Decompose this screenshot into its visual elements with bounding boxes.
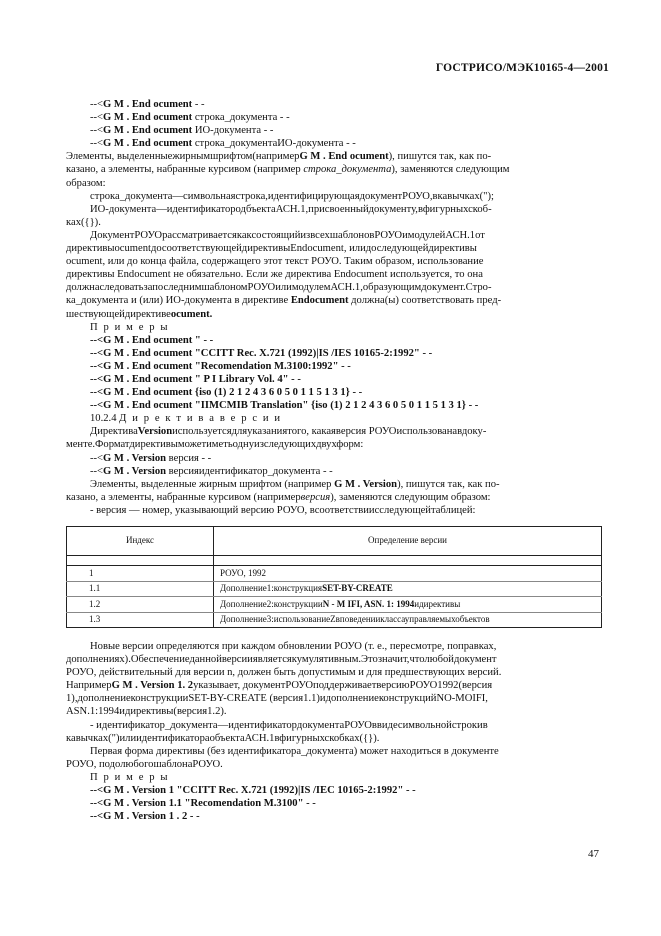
paragraph-line: 1),дополнениеконструкцииSET-BY-CREATE (версия1.1)идополнениеконструкцийNO-MOIFI, (66, 693, 488, 705)
table-row (67, 612, 602, 628)
example-line: --<G M . Version 1 . 2 - - (90, 811, 200, 823)
table-row (67, 566, 602, 582)
table-cell-index: 1.1 (67, 581, 214, 597)
form-line-3: --<G M . End ocument ИО-документа - - (90, 125, 274, 137)
paragraph-line: должнаследоватьзапоследнимшаблономРОУОилимодулемАСН.1,образующимдокумент.Стро- (66, 282, 492, 294)
table-header-row (67, 527, 602, 556)
paragraph-line: Первая форма директивы (без идентификатора_документа) может находиться в документе (90, 745, 499, 757)
example-line: --<G M . Version 1 "CCITT Rec. X.721 (1992)|IS /IEC 10165-2:1992" - - (90, 785, 416, 797)
table-header-definition: Определение версии (214, 527, 602, 556)
example-line: --<G M . End ocument "CCITT Rec. X.721 (1992)|IS /IES 10165-2:1992" - - (90, 347, 433, 359)
table-row (67, 581, 602, 597)
paragraph-line: - версия — номер, указывающий версию РОУО, всоответствиисследующейтаблицей: (90, 504, 476, 516)
version-table (66, 526, 602, 628)
paragraph-line: ASN.1:1994идирективы(версия1.2). (66, 706, 227, 718)
table-cell-definition: Дополнение1:конструкцияSET-BY-CREATE (214, 581, 602, 597)
paragraph-line: казано, а элементы, набранные курсивом (напримерверсия), заменяются следующим образом: (66, 491, 491, 503)
table-cell-definition: Дополнение3:использованиеZвповеденииклассауправляемыхобъектов (214, 612, 602, 628)
paragraph-line: ка_документа и (или) ИО-документа в директиве Endocument должна(ы) соответствовать пред- (66, 295, 502, 307)
table-spacer-row (67, 556, 602, 566)
paragraph-line: ДокументРОУОрассматриваетсякаксостоящийизвсехшаблоновРОУОимодулейАСН.1от (90, 229, 485, 241)
paragraph-line: менте.Форматдирективыможетиметьоднуизследующихдвухформ: (66, 439, 364, 451)
example-line: --<G M . End ocument " - - (90, 334, 214, 346)
example-line: --<G M . Version 1.1 "Recomendation M.3100" - - (90, 798, 316, 810)
page-number: 47 (588, 848, 599, 860)
paragraph-line: ДирективаVersionиспользуетсядляуказаниятого, какаяверсия РОУОиспользованавдоку- (90, 426, 487, 438)
version-form-2: --<G M . Version версияидентификатор_документа - - (90, 465, 333, 477)
table-cell-definition: Дополнение2:конструкцииN - M IFI, ASN. 1: 1994идирективы (214, 597, 602, 613)
example-line: --<G M . End ocument {iso (1) 2 1 2 4 3 6 0 5 0 1 1 5 1 3 1} - - (90, 387, 363, 399)
paragraph-line: казано, а элементы, набранные курсивом (например строка_документа), заменяются следующим (66, 164, 510, 176)
table-row (67, 597, 602, 613)
examples-title: П р и м е р ы (90, 771, 170, 783)
paragraph-line: Элементы, выделенныежирнымшрифтом(напримерG M . End ocument), пишутся так, как по- (66, 151, 492, 163)
paragraph-line: РОУО, подолюбогошаблонаРОУО. (66, 758, 223, 770)
paragraph-line: кавычках(")илиидентификатораобъектаАСН.1вфигурныхскобках({}). (66, 732, 380, 744)
examples-title: П р и м е р ы (90, 321, 170, 333)
table-cell-index: 1.2 (67, 597, 214, 613)
paragraph-line: НапримерG M . Version 1. 2указывает, документРОУОподдерживаетверсиюРОУО1992(версия (66, 680, 493, 692)
paragraph-line: строка_документа—символьнаястрока,идентифицирующаядокументРОУО,вкавычках("); (90, 190, 494, 202)
table-cell-index: 1 (67, 566, 214, 582)
form-line-2: --<G M . End ocument строка_документа - - (90, 112, 290, 124)
paragraph-line: Новые версии определяются при каждом обновлении РОУО (т. е., пересмотре, поправках, (90, 641, 497, 652)
paragraph-line: директивыocumentдосоответствующейдирективыEndocument, илидоследующейдирективы (66, 243, 477, 255)
paragraph-line: ocument, или до конца файла, содержащего этот текст РОУО. Таким образом, использование (66, 256, 484, 268)
example-line: --<G M . End ocument " P I Library Vol. 4" - - (90, 373, 301, 385)
version-form-1: --<G M . Version версия - - (90, 452, 212, 464)
paragraph-line: образом: (66, 177, 106, 189)
paragraph-line: ИО-документа—идентификатородбъектаАСН.1,присвоенныйдокументу,вфигурныхскоб- (90, 203, 492, 215)
example-line: --<G M . End ocument "IIMCMIB Translation" {iso (1) 2 1 2 4 3 6 0 5 0 1 1 5 1 3 1} - - (90, 400, 479, 412)
paragraph-line: дополнениях).Обеспечениеданнойверсииявляетсякумулятивным.Этозначит,чтолюбойдокумент (66, 654, 497, 666)
table-cell-definition: РОУО, 1992 (214, 566, 602, 582)
section-heading: 10.2.4 Д и р е к т и в а в е р с и и (90, 413, 282, 425)
form-line-1: --<G M . End ocument - - (90, 99, 205, 110)
example-line: --<G M . End ocument "Recomendation M.3100:1992" - - (90, 360, 351, 372)
paragraph-line: РОУО, действительный для версии n, должен быть допустимым и для предшествующих версий. (66, 667, 502, 679)
paragraph-line: директивы Endocument не обязательно. Если же директива Endocument используется, то она (66, 269, 483, 281)
paragraph-line: ках({}). (66, 216, 101, 228)
paragraph-line: Элементы, выделенные жирным шрифтом (например G M . Version), пишутся так, как по- (90, 478, 500, 490)
page-content (66, 98, 602, 823)
table-header-index: Индекс (67, 527, 214, 556)
paragraph-line: шествующейдирективеocument. (66, 308, 213, 320)
table-cell-index: 1.3 (67, 612, 214, 628)
page-header: ГОСТРИСО/МЭК10165-4—2001 (435, 62, 609, 74)
paragraph-line: - идентификатор_документа—идентификатордокументаРОУОввидесимвольнойстрокив (90, 719, 488, 731)
form-line-4: --<G M . End ocument строка_документаИО-документа - - (90, 138, 356, 150)
